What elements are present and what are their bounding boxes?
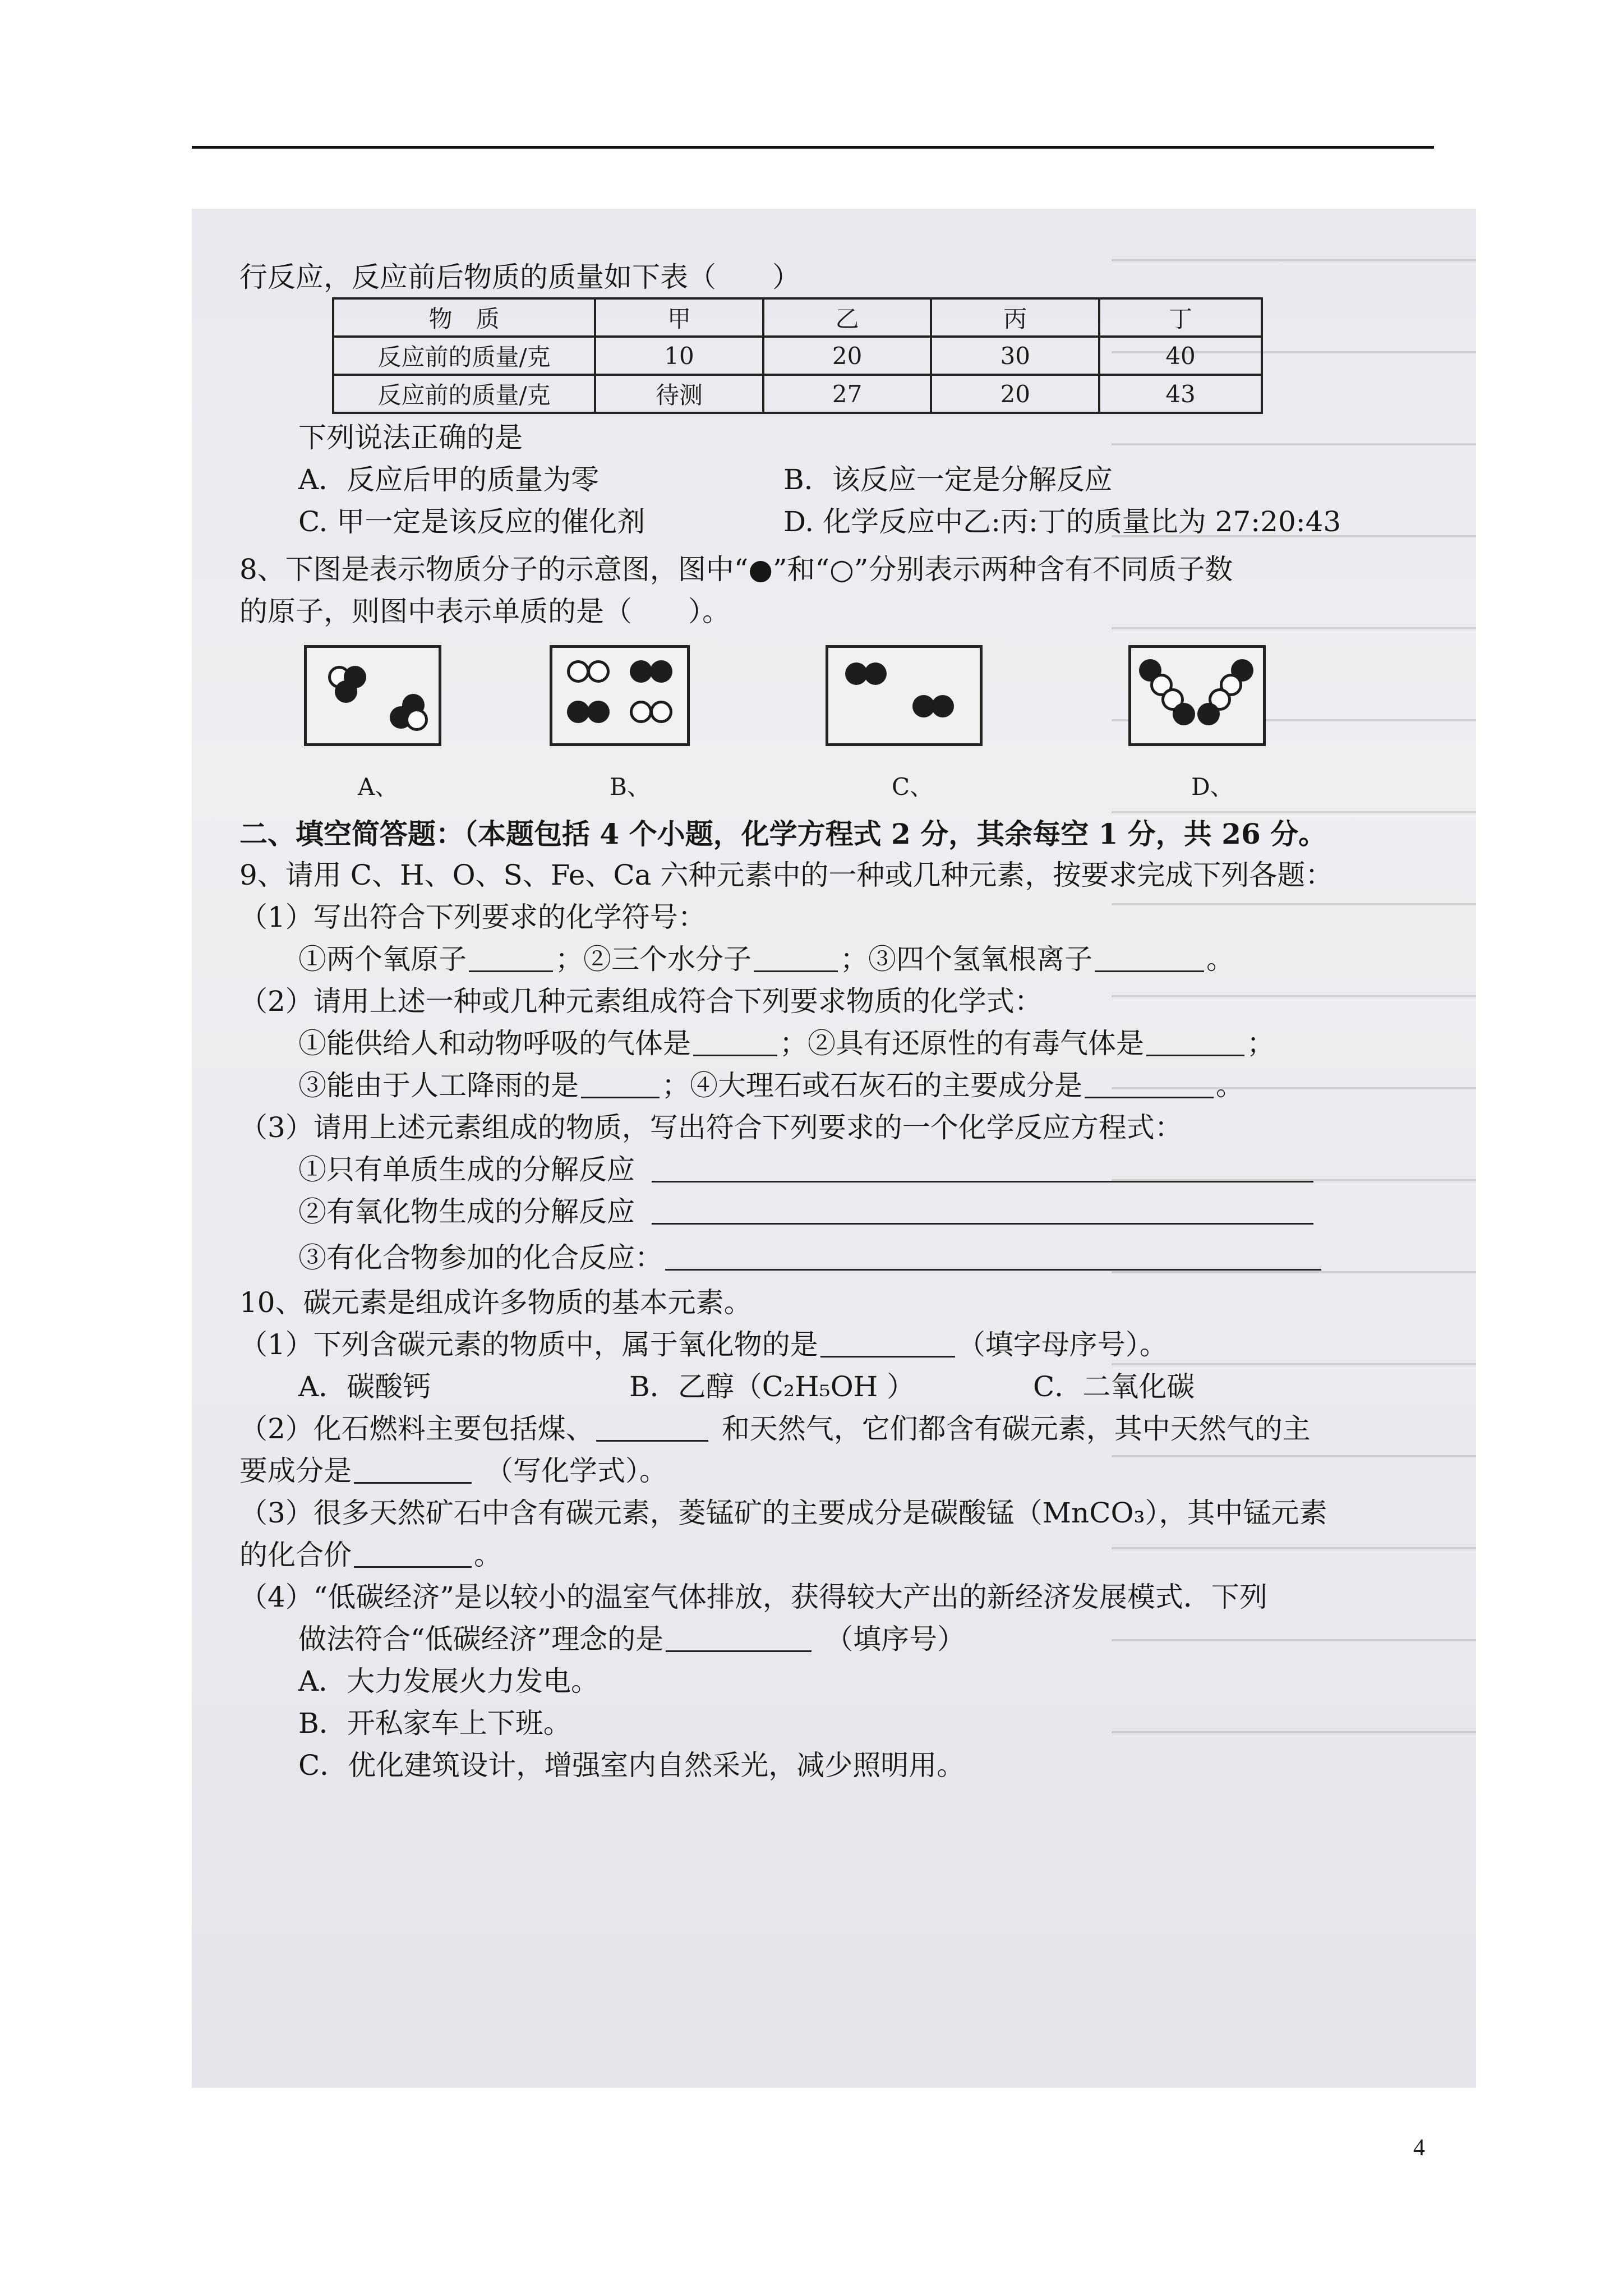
q9-p2-b-end: ；	[1247, 1027, 1275, 1060]
q9-p1-c: ；③四个氢氧根离子	[840, 943, 1092, 976]
answer-blank[interactable]	[665, 1244, 1321, 1271]
answer-blank[interactable]	[754, 946, 838, 972]
q9-part2-line2	[298, 1069, 1244, 1102]
q9-p3-b: ②有氧化物生成的分解反应	[298, 1195, 635, 1228]
q9-part3-line3	[298, 1241, 1324, 1274]
q7-option-d: D. 化学反应中乙:丙:丁的质量比为 27:20:43	[783, 505, 1341, 538]
q9-p3-a: ①只有单质生成的分解反应	[298, 1153, 635, 1186]
q9-part1-line	[298, 942, 1234, 976]
scanned-page	[192, 209, 1476, 2088]
answer-blank[interactable]	[652, 1156, 1313, 1182]
table-cell: 物 质	[333, 298, 595, 337]
dark-atom	[587, 701, 610, 723]
table-cell: 20	[763, 337, 932, 375]
light-atom	[630, 701, 652, 723]
q9-p2-d-end: 。	[1216, 1069, 1244, 1102]
header-rule	[192, 146, 1434, 149]
q9-p2-c: ③能由于人工降雨的是	[298, 1069, 579, 1102]
table-cell: 30	[931, 337, 1099, 375]
table-cell: 反应前的质量/克	[333, 375, 595, 413]
answer-blank[interactable]	[581, 1072, 660, 1098]
light-atom	[650, 701, 672, 723]
answer-blank[interactable]	[1095, 946, 1204, 972]
dark-atom	[630, 660, 652, 683]
table-cell: 待测	[595, 375, 763, 413]
q7-prompt: 下列说法正确的是	[298, 421, 523, 454]
q10-part4-option-c: C．优化建筑设计，增强室内自然采光，减少照明用。	[298, 1749, 965, 1782]
q7-stem: 行反应，反应前后物质的质量如下表（ ）	[239, 261, 800, 293]
q10-part4-line1: （4）“低碳经济”是以较小的温室气体排放，获得较大产出的新经济发展模式．下列	[239, 1581, 1267, 1613]
dark-atom	[1173, 703, 1195, 725]
table-cell: 40	[1099, 337, 1262, 375]
q10-part3-line1: （3）很多天然矿石中含有碳元素，菱锰矿的主要成分是碳酸锰（MnCO₃），其中锰元素	[239, 1497, 1327, 1529]
q7-option-a: A．反应后甲的质量为零	[298, 463, 600, 496]
q10-p4-b-end: （填序号）	[825, 1623, 966, 1655]
light-atom	[405, 708, 428, 731]
table-cell: 丙	[931, 298, 1099, 337]
q10-p1: （1）下列含碳元素的物质中，属于氧化物的是	[239, 1328, 818, 1361]
q10-part2-line2	[239, 1454, 667, 1488]
q10-part4-line2	[298, 1622, 965, 1656]
q10-option-a: A．碳酸钙	[298, 1370, 431, 1403]
q10-p2-b: 和天然气，它们都含有碳元素，其中天然气的主	[721, 1412, 1311, 1445]
q9-part3-title: （3）请用上述元素组成的物质，写出符合下列要求的一个化学反应方程式：	[239, 1111, 1183, 1144]
answer-blank[interactable]	[693, 1030, 777, 1056]
q10-p1-end: （填字母序号）。	[957, 1328, 1168, 1361]
q8-stem-line1: 8、下图是表示物质分子的示意图，图中“●”和“○”分别表示两种含有不同质子数	[239, 553, 1233, 586]
molecule-box-b	[550, 645, 690, 746]
q10-stem: 10、碳元素是组成许多物质的基本元素。	[239, 1286, 752, 1319]
q10-part2-line1	[239, 1412, 1311, 1446]
q9-p2-b: ；②具有还原性的有毒气体是	[780, 1027, 1144, 1060]
q9-p3-c: ③有化合物参加的化合反应：	[298, 1241, 663, 1274]
q9-part2-title: （2）请用上述一种或几种元素组成符合下列要求物质的化学式：	[239, 985, 1043, 1018]
q10-option-b: B．乙醇（C₂H₅OH ）	[629, 1370, 915, 1403]
dark-atom	[1197, 703, 1220, 725]
light-atom	[567, 660, 589, 683]
mass-table	[332, 297, 1263, 414]
q10-option-c: C．二氧化碳	[1033, 1370, 1195, 1403]
answer-blank[interactable]	[469, 946, 553, 972]
q10-part1-line	[239, 1328, 1168, 1361]
answer-blank[interactable]	[596, 1415, 708, 1442]
answer-blank[interactable]	[820, 1331, 955, 1358]
molecule-box-c	[826, 645, 983, 746]
diagram-label-a: A、	[358, 773, 399, 800]
dark-atom	[335, 680, 357, 703]
light-atom	[587, 660, 610, 683]
table-row	[333, 337, 1262, 375]
q10-p4-b: 做法符合“低碳经济”理念的是	[298, 1623, 664, 1655]
table-header-row	[333, 298, 1262, 337]
answer-blank[interactable]	[1146, 1030, 1244, 1056]
table-cell: 反应前的质量/克	[333, 337, 595, 375]
answer-blank[interactable]	[354, 1542, 472, 1568]
diagram-label-d: D、	[1191, 773, 1234, 800]
table-cell: 10	[595, 337, 763, 375]
q9-stem: 9、请用 C、H、O、S、Fe、Ca 六种元素中的一种或几种元素，按要求完成下列各题：	[239, 859, 1334, 891]
q10-p2-a: （2）化石燃料主要包括煤、	[239, 1412, 594, 1445]
q7-option-b: B．该反应一定是分解反应	[783, 463, 1113, 496]
table-cell: 43	[1099, 375, 1262, 413]
section-heading: 二、填空简答题：（本题包括 4 个小题，化学方程式 2 分，其余每空 1 分，共 26 分。	[239, 817, 1327, 850]
q9-p1-a: ①两个氧原子	[298, 943, 467, 976]
molecule-box-d	[1128, 645, 1266, 746]
molecule-box-a	[304, 645, 441, 746]
dark-atom	[650, 660, 672, 683]
q10-p3-b-end: 。	[474, 1539, 502, 1571]
dark-atom	[864, 662, 887, 685]
q10-p2-d: （写化学式）。	[485, 1455, 667, 1487]
q10-p3-b: 的化合价	[239, 1539, 352, 1571]
q10-p2-c: 要成分是	[239, 1455, 352, 1487]
dark-atom	[932, 695, 954, 717]
table-cell: 丁	[1099, 298, 1262, 337]
answer-blank[interactable]	[1085, 1072, 1214, 1098]
q9-p1-end: 。	[1206, 943, 1234, 976]
q8-stem-line2: 的原子，则图中表示单质的是（ ）。	[239, 595, 730, 628]
dark-atom	[567, 701, 589, 723]
q9-part3-line2	[298, 1195, 1316, 1228]
table-cell: 甲	[595, 298, 763, 337]
table-cell: 27	[763, 375, 932, 413]
q9-p1-b: ；②三个水分子	[555, 943, 751, 976]
answer-blank[interactable]	[354, 1457, 472, 1484]
q7-option-c: C. 甲一定是该反应的催化剂	[298, 505, 645, 538]
table-cell: 20	[931, 375, 1099, 413]
answer-blank[interactable]	[666, 1626, 811, 1652]
q10-part4-option-a: A．大力发展火力发电。	[298, 1665, 600, 1697]
table-cell: 乙	[763, 298, 932, 337]
page-number: 4	[1413, 2135, 1425, 2161]
q9-part1-title: （1）写出符合下列要求的化学符号：	[239, 901, 706, 933]
diagram-label-c: C、	[892, 773, 934, 800]
diagram-label-b: B、	[610, 773, 651, 800]
q9-part2-line1	[298, 1027, 1275, 1060]
q9-part3-line1	[298, 1153, 1316, 1186]
q10-part4-option-b: B．开私家车上下班。	[298, 1707, 571, 1740]
q10-part3-line2	[239, 1538, 502, 1572]
table-row	[333, 375, 1262, 413]
q9-p2-d: ；④大理石或石灰石的主要成分是	[662, 1069, 1082, 1102]
answer-blank[interactable]	[652, 1198, 1313, 1225]
q9-p2-a: ①能供给人和动物呼吸的气体是	[298, 1027, 691, 1060]
